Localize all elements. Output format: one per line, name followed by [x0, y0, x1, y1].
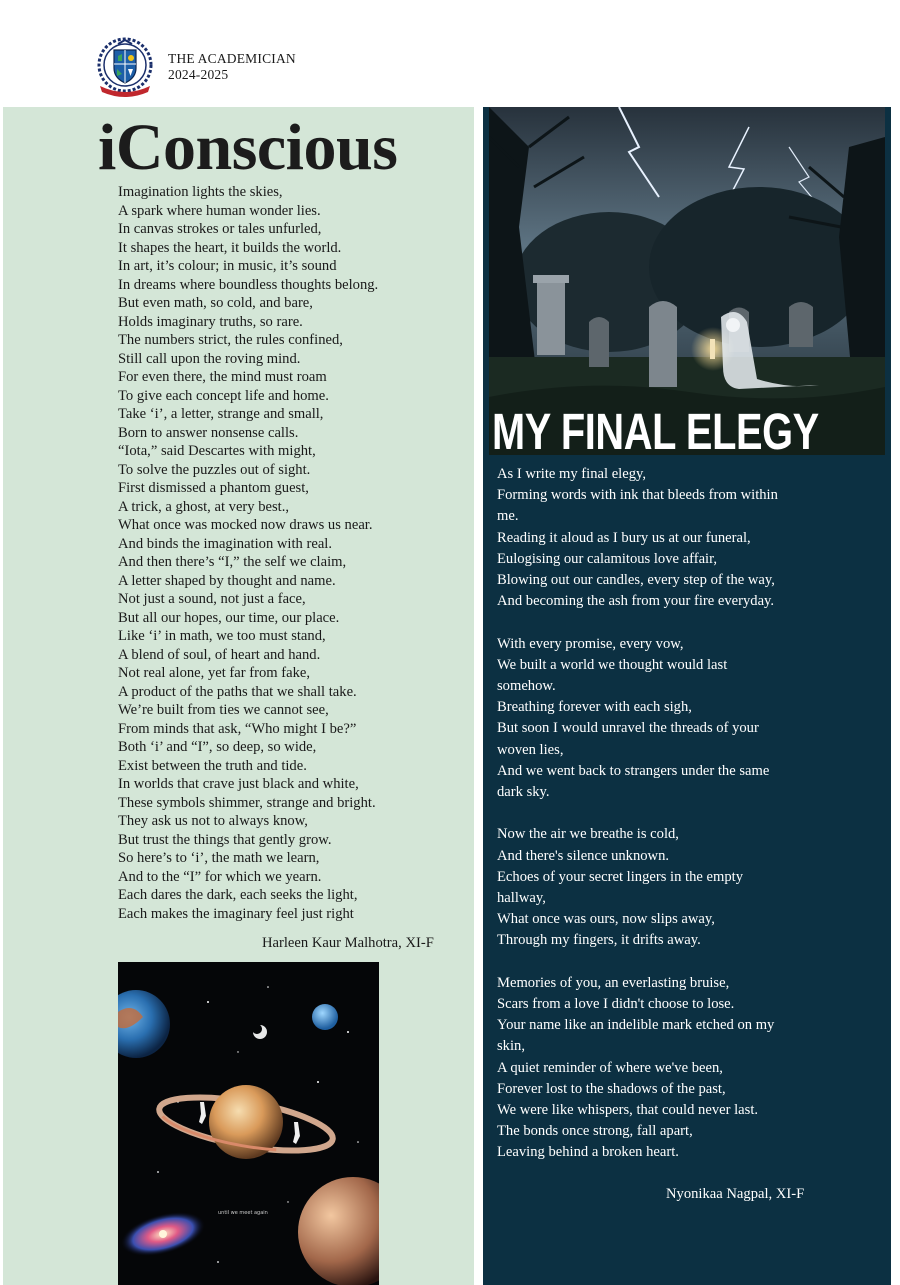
poem-line: Each makes the imaginary feel just right — [118, 905, 354, 922]
poem-title-iconscious: iConscious — [98, 111, 398, 184]
poem-line: And there's silence unknown. — [497, 847, 670, 864]
poem-line: Like ‘i’ in math, we too must stand, — [118, 628, 326, 644]
space-planets-illustration — [118, 962, 379, 1285]
poem-line: Still call upon the roving mind. — [118, 350, 301, 367]
poem-line: These symbols shimmer, strange and bright. — [118, 794, 376, 811]
poem-line: As I write my final elegy, — [497, 466, 647, 482]
poem-line: Not real alone, yet far from fake, — [118, 665, 311, 681]
poem-line: In art, it’s colour; in music, it’s sound — [118, 258, 337, 274]
poem-line: Through my fingers, it drifts away. — [497, 932, 701, 949]
poem-line: The numbers strict, the rules confined, — [118, 332, 343, 348]
poem-stanza — [497, 824, 827, 951]
poem-line: And to the “I” for which we yearn. — [118, 868, 322, 885]
poem-line: In canvas strokes or tales unfurled, — [118, 221, 322, 237]
poem-line: Your name like an indelible mark etched on my — [497, 1017, 775, 1034]
poem-line: For even there, the mind must roam — [118, 369, 327, 385]
poem-line: In worlds that crave just black and white, — [118, 776, 359, 792]
poem-stanza — [497, 464, 827, 612]
poem-line: Breathing forever with each sigh, — [497, 699, 692, 716]
poem-line: But even math, so cold, and bare, — [118, 295, 313, 311]
poem-line: From minds that ask, “Who might I be?” — [118, 720, 357, 737]
poem-line: Exist between the truth and tide. — [118, 757, 307, 774]
poem-line: First dismissed a phantom guest, — [118, 480, 309, 496]
poem-line: me. — [497, 508, 519, 525]
poem-line: And we went back to strangers under the same — [497, 762, 770, 779]
poem-line: A blend of soul, of heart and hand. — [118, 646, 321, 663]
poem-line: Both ‘i’ and “I”, so deep, so wide, — [118, 739, 317, 755]
poem-line: hallway, — [497, 890, 546, 907]
page-header — [92, 36, 296, 98]
poem-line: Memories of you, an everlasting bruise, — [497, 974, 730, 991]
poem-line: Now the air we breathe is cold, — [497, 826, 679, 843]
poem-line: Take ‘i’, a letter, strange and small, — [118, 406, 324, 422]
poem-line: Forming words with ink that bleeds from within — [497, 487, 778, 504]
poem-line: A letter shaped by thought and name. — [118, 572, 336, 589]
image-caption: until we meet again — [218, 1210, 268, 1216]
poem-author-left: Harleen Kaur Malhotra, XI-F — [262, 935, 434, 951]
poem-stanza — [497, 634, 827, 804]
poem-line: Echoes of your secret lingers in the empty — [497, 868, 743, 885]
poem-line: But all our hopes, our time, our place. — [118, 609, 340, 626]
poem-author-right: Nyonikaa Nagpal, XI-F — [666, 1186, 805, 1202]
poem-line: skin, — [497, 1038, 525, 1055]
publication-name: THE ACADEMICIAN — [168, 51, 296, 66]
poem-line: A spark where human wonder lies. — [118, 202, 321, 219]
poem-line: Reading it aloud as I bury us at our funeral, — [497, 529, 751, 546]
poem-line: Scars from a love I didn't choose to lose. — [497, 996, 735, 1013]
poem-line: woven lies, — [497, 741, 564, 758]
poem-line: Eulogising our calamitous love affair, — [497, 550, 718, 567]
poem-line: They ask us not to always know, — [118, 813, 308, 829]
poem-line: dark sky. — [497, 784, 550, 801]
poem-line: The bonds once strong, fall apart, — [497, 1123, 693, 1140]
poem-body-iconscious — [118, 183, 463, 923]
poem-line: To solve the puzzles out of sight. — [118, 461, 311, 478]
poem-line: And binds the imagination with real. — [118, 535, 333, 552]
poem-line: “Iota,” said Descartes with might, — [118, 443, 316, 459]
poem-line: Forever lost to the shadows of the past, — [497, 1080, 726, 1097]
poem-line: Each dares the dark, each seeks the light, — [118, 887, 358, 903]
poem-line: Not just a sound, not just a face, — [118, 591, 306, 607]
poem-line: It shapes the heart, it builds the world. — [118, 239, 342, 256]
poem-line: And then there’s “I,” the self we claim, — [118, 554, 347, 570]
poem-line: What once was mocked now draws us near. — [118, 517, 373, 533]
poem-line: somehow. — [497, 678, 556, 695]
poem-line: But soon I would unravel the threads of your — [497, 720, 759, 737]
poem-line: So here’s to ‘i’, the math we learn, — [118, 850, 320, 866]
poem-line: Born to answer nonsense calls. — [118, 424, 299, 441]
publication-year: 2024-2025 — [168, 67, 229, 82]
poem-stanza — [497, 973, 827, 1164]
poem-line: With every promise, every vow, — [497, 635, 684, 652]
poem-line: To give each concept life and home. — [118, 387, 329, 404]
poem-line: In dreams where boundless thoughts belong. — [118, 276, 379, 293]
poem-line: What once was ours, now slips away, — [497, 911, 715, 928]
poem-line: Imagination lights the skies, — [118, 184, 283, 200]
school-crest-icon — [92, 36, 158, 98]
poem-line: And becoming the ash from your fire everyday. — [497, 593, 775, 610]
poem-title-my-final-elegy: MY FINAL ELEGY — [492, 403, 819, 460]
poem-body-my-final-elegy — [497, 464, 827, 1185]
poem-line: A quiet reminder of where we've been, — [497, 1059, 723, 1076]
poem-line: Blowing out our candles, every step of the way, — [497, 572, 775, 589]
publication-info — [168, 51, 296, 83]
poem-line: A product of the paths that we shall take. — [118, 683, 357, 700]
poem-line: A trick, a ghost, at very best., — [118, 498, 290, 515]
poem-line: Leaving behind a broken heart. — [497, 1144, 679, 1161]
poem-line: We were like whispers, that could never last. — [497, 1102, 759, 1119]
poem-line: Holds imaginary truths, so rare. — [118, 313, 303, 330]
poem-line: We’re built from ties we cannot see, — [118, 702, 329, 718]
poem-line: We built a world we thought would last — [497, 656, 728, 673]
poem-line: But trust the things that gently grow. — [118, 831, 332, 848]
